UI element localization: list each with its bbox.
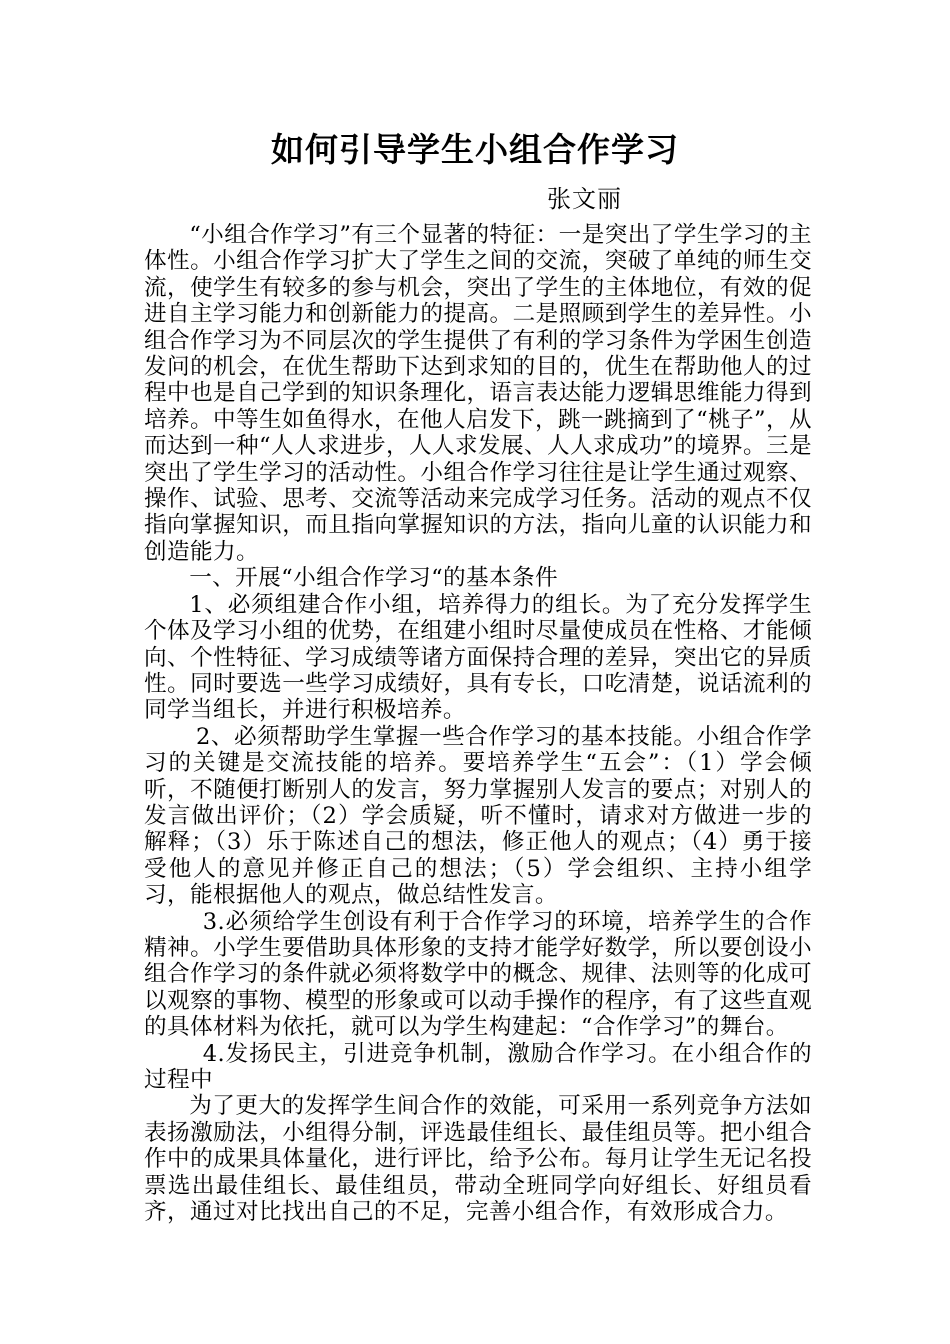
section-heading: 一、开展“小组合作学习“的基本条件 xyxy=(189,565,558,592)
document-title: 如何引导学生小组合作学习 xyxy=(271,130,679,169)
author-name: 张文丽 xyxy=(547,185,622,213)
paragraph-point-3: 3.必须给学生创设有利于合作学习的环境，培养学生的合作精神。小学生要借助具体形象的支持才能学好数学，所以要创设小组合作学习的条件就必须将数学中的概念、规律、法则等的化成可以观察的事物、模型的形象或可以动手操作的程序，有了这些直观的具体材料为依托，就可以为学生构建起：“合作学习”的舞台。 xyxy=(144,908,812,1041)
paragraph-point-4-detail: 为了更大的发挥学生间合作的效能，可采用一系列竞争方法如表扬激励法，小组得分制，评选最佳组长、最佳组员等。把小组合作中的成果具体量化，进行评比，给予公布。每月让学生无记名投票选出最佳组长、最佳组员，带动全班同学向好组长、好组员看齐，通过对比找出自己的不足，完善小组合作，有效形成合力。 xyxy=(144,1093,812,1226)
paragraph-point-1: 1、必须组建合作小组，培养得力的组长。为了充分发挥学生个体及学习小组的优势，在组建小组时尽量使成员在性格、才能倾向、个性特征、学习成绩等诸方面保持合理的差异，突出它的异质性。同时要选一些学习成绩好，具有专长，口吃清楚，说话流利的同学当组长，并进行积极培养。 xyxy=(144,591,812,724)
document-body xyxy=(144,222,812,1225)
paragraph-intro: “小组合作学习”有三个显著的特征：一是突出了学生学习的主体性。小组合作学习扩大了学生之间的交流，突破了单纯的师生交流，使学生有较多的参与机会，突出了学生的主体地位，有效的促进自主学习能力和创新能力的提高。二是照顾到学生的差异性。小组合作学习为不同层次的学生提供了有利的学习条件为学困生创造发问的机会，在优生帮助下达到求知的目的，优生在帮助他人的过程中也是自己学到的知识条理化，语言表达能力逻辑思维能力得到培养。中等生如鱼得水，在他人启发下，跳一跳摘到了“桃子”，从而达到一种“人人求进步，人人求发展、人人求成功”的境界。三是突出了学生学习的活动性。小组合作学习往往是让学生通过观察、操作、试验、思考、交流等活动来完成学习任务。活动的观点不仅指向掌握知识，而且指向掌握知识的方法，指向儿童的认识能力和创造能力。 xyxy=(144,222,812,565)
paragraph-point-2: 2、必须帮助学生掌握一些合作学习的基本技能。小组合作学习的关键是交流技能的培养。要培养学生“五会”：（1）学会倾听，不随便打断别人的发言，努力掌握别人发言的要点；对别人的发言做出评价；（2）学会质疑，听不懂时，请求对方做进一步的解释；（3）乐于陈述自己的想法，修正他人的观点；（4）勇于接受他人的意见并修正自己的想法；（5）学会组织、主持小组学习，能根据他人的观点，做总结性发言。 xyxy=(144,723,812,909)
paragraph-point-4: 4.发扬民主，引进竞争机制，激励合作学习。在小组合作的过程中 xyxy=(144,1040,812,1093)
